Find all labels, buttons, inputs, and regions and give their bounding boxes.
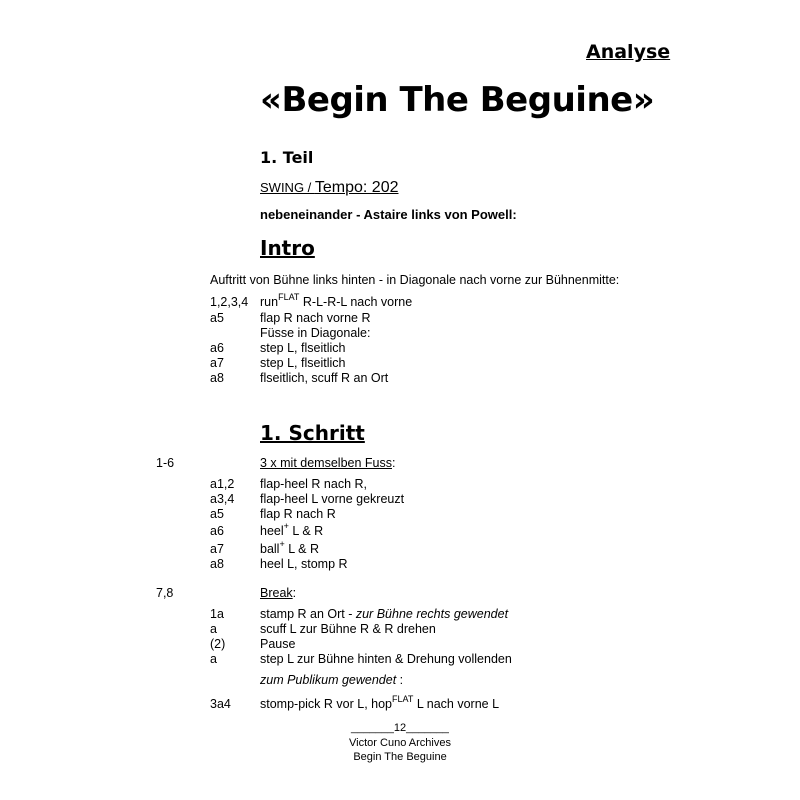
song-name: Begin The Beguine <box>353 751 447 763</box>
step-text: scuff L zur Bühne R & R drehen <box>260 622 436 636</box>
step-text: heel+ L & R <box>260 520 324 538</box>
step-count: 1,2,3,4 <box>210 295 249 309</box>
direction-note <box>0 673 800 689</box>
step-count: 3a4 <box>210 697 231 711</box>
step-row <box>0 693 800 713</box>
step-row <box>0 507 800 523</box>
tempo-line <box>260 179 399 197</box>
step-row <box>0 652 800 668</box>
step-count: a <box>210 652 217 666</box>
step-count: a6 <box>210 341 224 355</box>
step-row <box>0 520 800 540</box>
step-row <box>0 538 800 558</box>
step-count: a7 <box>210 356 224 370</box>
analyse-label: Analyse <box>586 41 671 63</box>
step-text: flseitlich, scuff R an Ort <box>260 371 389 385</box>
position-note: nebeneinander - Astaire links von Powell: <box>260 207 517 222</box>
count-range: 7,8 <box>156 586 174 600</box>
step-row <box>0 326 800 342</box>
step-text: run$^{FLAT}$ R-L-R-L nach vorne <box>260 291 413 309</box>
step-text: ball+ L & R <box>260 538 320 556</box>
step-count: (2) <box>210 637 226 651</box>
style-label: SWING / <box>260 180 315 195</box>
step-text: flap-heel L vorne gekreuzt <box>260 492 405 506</box>
archive-name: Victor Cuno Archives <box>349 737 451 749</box>
step-text: flap-heel R nach R, <box>260 477 368 491</box>
block-header <box>0 586 800 602</box>
step-text: flap R nach R <box>260 507 336 521</box>
step-row <box>0 356 800 372</box>
step-count: a <box>210 622 217 636</box>
step-row <box>0 492 800 508</box>
block-label: Break: <box>260 586 297 600</box>
step-text: Füsse in Diagonale: <box>260 326 371 340</box>
step-count: a1,2 <box>210 477 235 491</box>
count-range: 1-6 <box>156 456 175 470</box>
step-row <box>0 622 800 638</box>
tempo-value: Tempo: 202 <box>314 179 399 196</box>
step-text: step L zur Bühne hinten & Drehung vollenden <box>260 652 512 666</box>
step-row <box>0 341 800 357</box>
step-row <box>0 291 800 311</box>
step-row <box>0 637 800 653</box>
step-text: step L, flseitlich <box>260 356 346 370</box>
step-count: a5 <box>210 507 224 521</box>
step-row <box>0 311 800 327</box>
step-count: a3,4 <box>210 492 235 506</box>
block-label: 3 x mit demselben Fuss: <box>260 456 396 470</box>
step-text: flap R nach vorne R <box>260 311 371 325</box>
step-text: Pause <box>260 637 296 651</box>
page-number: _______12_______ <box>351 722 449 734</box>
note-text: zum Publikum gewendet : <box>260 673 404 687</box>
step-row <box>0 477 800 493</box>
step-text: heel L, stomp R <box>260 557 348 571</box>
schritt-heading: 1. Schritt <box>260 421 365 445</box>
part-heading: 1. Teil <box>260 148 314 167</box>
step-count: a7 <box>210 542 224 556</box>
step-text: stomp-pick R vor L, hop$^{FLAT}$ L nach vorne L <box>260 693 500 711</box>
step-text: step L, flseitlich <box>260 341 346 355</box>
step-row <box>0 371 800 387</box>
step-count: a8 <box>210 371 224 385</box>
step-count: a8 <box>210 557 224 571</box>
step-row <box>0 607 800 623</box>
intro-heading: Intro <box>260 236 315 260</box>
step-count: a5 <box>210 311 224 325</box>
step-text: stamp R an Ort - zur Bühne rechts gewendet <box>260 607 509 621</box>
intro-description: Auftritt von Bühne links hinten - in Diagonale nach vorne zur Bühnenmitte: <box>210 273 620 287</box>
step-count: a6 <box>210 524 224 538</box>
block-header <box>0 456 800 472</box>
step-row <box>0 557 800 573</box>
step-count: 1a <box>210 607 224 621</box>
page-title: «Begin The Beguine» <box>260 80 655 120</box>
